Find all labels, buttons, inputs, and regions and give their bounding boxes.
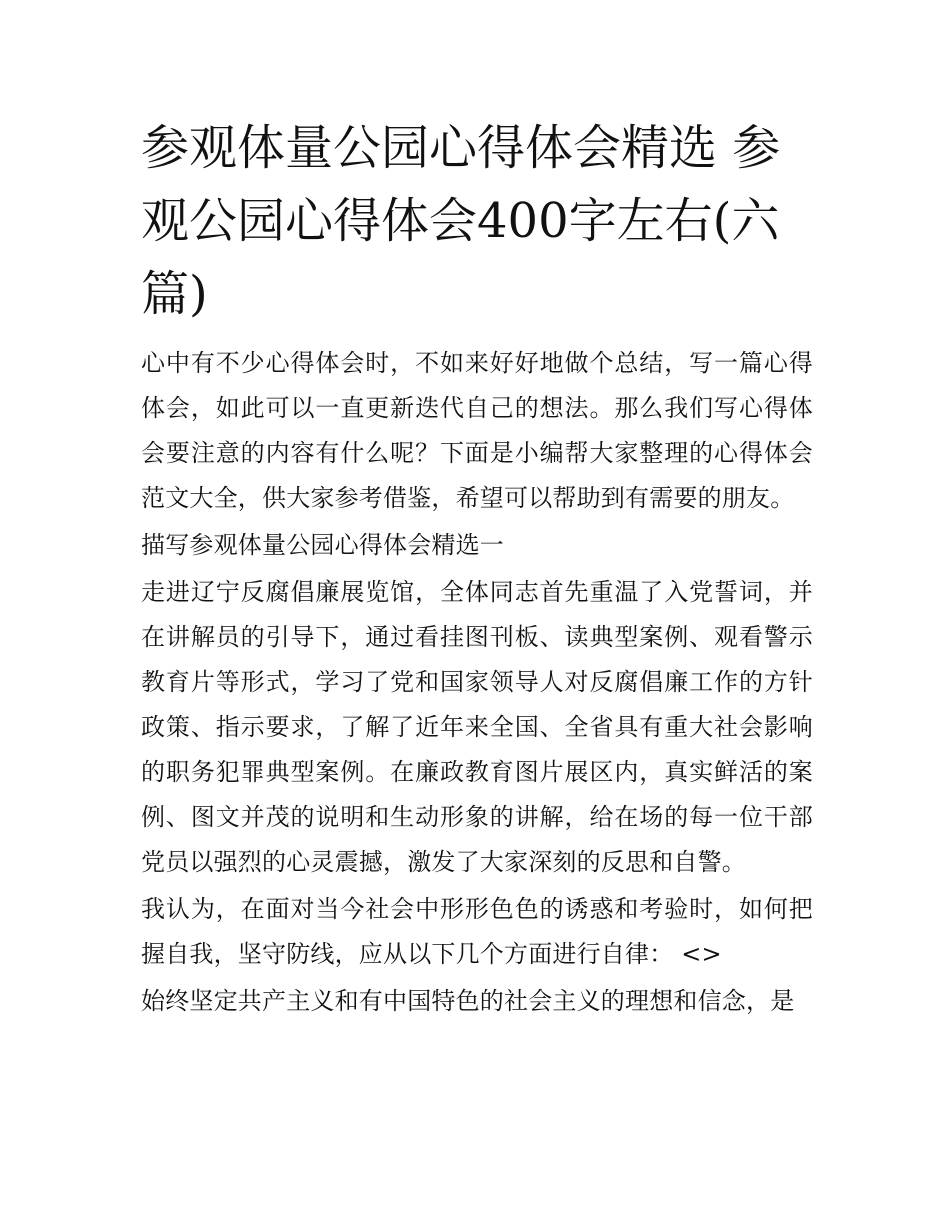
intro-paragraph: 心中有不少心得体会时，不如来好好地做个总结，写一篇心得体会，如此可以一直更新迭代自己的想法。那么我们写心得体会要注意的内容有什么呢？下面是小编帮大家整理的心得体会范文大全，供大家参考借鉴，希望可以帮助到有需要的朋友。 — [141, 349, 813, 512]
body-paragraph: 走进辽宁反腐倡廉展览馆，全体同志首先重温了入党誓词，并在讲解员的引导下，通过看挂图刊板、读典型案例、观看警示教育片等形式，学习了党和国家领导人对反腐倡廉工作的方针政策、指示要求，了解了近年来全国、全省具有重大社会影响的职务犯罪典型案例。在廉政教育图片展区内，真实鲜活的案例、图文并茂的说明和生动形象的讲解，给在场的每一位干部党员以强烈的心灵震撼，激发了大家深刻的反思和自警。 — [141, 578, 813, 876]
section-heading: 描写参观体量公园心得体会精选一 — [141, 531, 504, 559]
document-title: 参观体量公园心得体会精选 参观公园心得体会400字左右(六篇) — [141, 120, 781, 322]
body-paragraph: 始终坚定共产主义和有中国特色的社会主义的理想和信念，是 — [141, 987, 795, 1015]
body-paragraph: 我认为，在面对当今社会中形形色色的诱惑和考验时，如何把握自我，坚守防线，应从以下几个方面进行自律： <> — [141, 895, 813, 968]
document-page — [141, 112, 813, 1024]
